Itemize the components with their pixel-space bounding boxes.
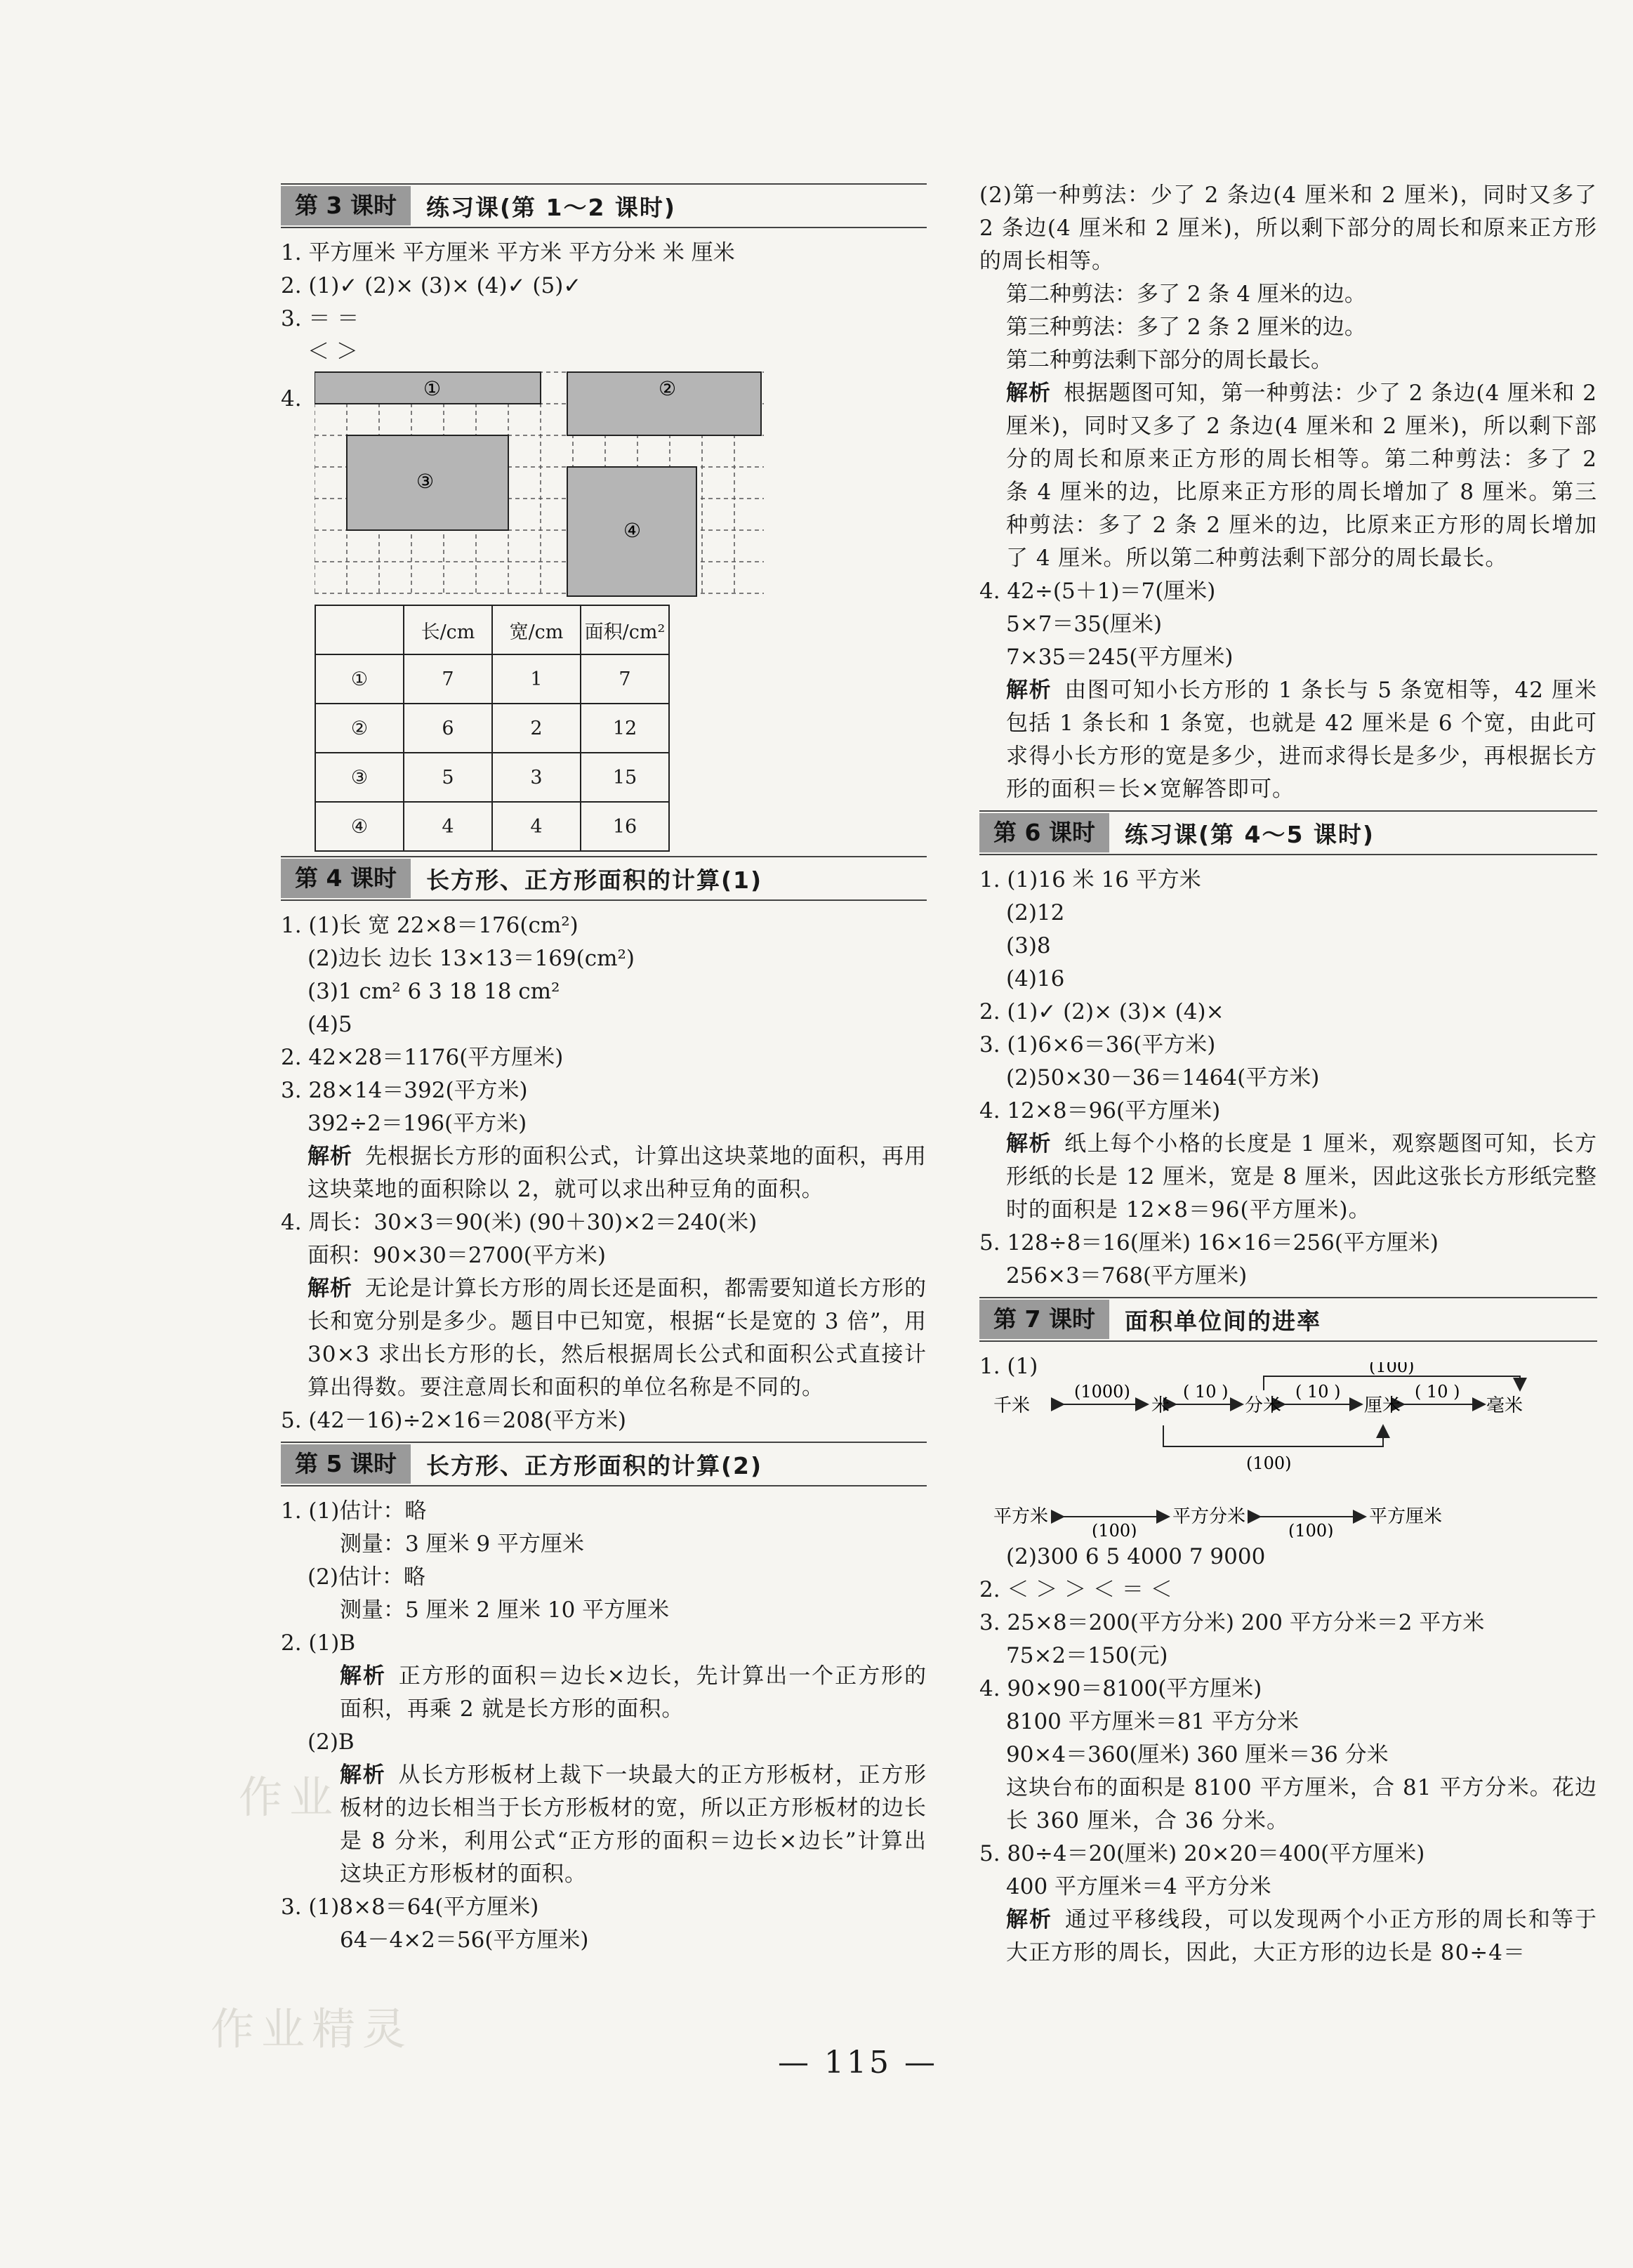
rate-label: ( 10 ) <box>1295 1382 1341 1402</box>
answer-line: 3. 28×14＝392(平方米) <box>281 1078 528 1103</box>
answer-line: 1. (1)长 宽 22×8＝176(cm²) <box>281 913 579 938</box>
answer-paragraph: 这块台布的面积是 8100 平方厘米，合 81 平方分米。花边长 360 厘米，合 36 分米。 <box>1006 1775 1597 1833</box>
table-cell: ④ <box>315 802 404 851</box>
analysis-text: 无论是计算长方形的周长还是面积，都需要知道长方形的长和宽分别是多少。题目中已知宽，根据“长是宽的 3 倍”，用 30×3 求出长方形的长，然后根据周长公式和面积公式直接计算出得数。要注意周长和面积的单位名称是不同的。 <box>308 1276 927 1400</box>
analysis-paragraph <box>979 674 1597 806</box>
table-cell: ③ <box>315 753 404 802</box>
answer-line: 3. (1)8×8＝64(平方厘米) <box>281 1894 539 1920</box>
answer-line: 3. 25×8＝200(平方分米) 200 平方分米＝2 平方米 <box>979 1610 1485 1635</box>
table-cell: 4 <box>492 802 581 851</box>
table-header: 面积/cm² <box>581 605 669 654</box>
answer-line: (3)8 <box>1006 933 1051 958</box>
rect-label: ③ <box>416 470 435 493</box>
analysis-label: 解析 <box>340 1762 386 1788</box>
answer-line: (3)1 cm² 6 3 18 18 cm² <box>308 979 560 1004</box>
rect-label: ④ <box>623 519 642 542</box>
rect-label: ① <box>423 377 442 400</box>
answer-line: 4. <box>281 386 302 411</box>
answer-line: 5. 80÷4＝20(厘米) 20×20＝400(平方厘米) <box>979 1841 1425 1866</box>
answer-line: 400 平方厘米＝4 平方分米 <box>1006 1874 1271 1899</box>
section-title: 练习课(第 1～2 课时) <box>425 193 677 221</box>
section-tag: 第 5 课时 <box>281 1444 411 1484</box>
unit-label: 千米 <box>993 1395 1031 1416</box>
table-cell: 6 <box>404 704 492 753</box>
rate-label: (100) <box>1092 1521 1137 1538</box>
answer-line: 392÷2＝196(平方米) <box>308 1111 527 1136</box>
grid-diagram <box>315 369 778 600</box>
answer-line: 4. 42÷(5＋1)＝7(厘米) <box>979 579 1216 604</box>
analysis-label: 解析 <box>1006 381 1052 406</box>
unit-conversion-diagram <box>979 1362 1583 1538</box>
section-title: 长方形、正方形面积的计算(2) <box>425 1451 763 1479</box>
table-cell: 15 <box>581 753 669 802</box>
analysis-paragraph <box>281 1759 927 1891</box>
answer-line: 4. 90×90＝8100(平方厘米) <box>979 1676 1262 1701</box>
section-tag: 第 7 课时 <box>979 1300 1109 1339</box>
analysis-label: 解析 <box>308 1276 352 1301</box>
unit-label: 分米 <box>1245 1395 1282 1416</box>
unit-label: 平方米 <box>993 1506 1049 1527</box>
analysis-label: 解析 <box>340 1663 386 1689</box>
table-header-row <box>315 605 669 654</box>
analysis-text: 纸上每个小格的长度是 1 厘米，观察题图可知，长方形纸的长是 12 厘米，宽是 8 厘米，因此这张长方形纸完整时的面积是 12×8＝96(平方厘米)。 <box>1006 1131 1598 1222</box>
section-header-6 <box>979 810 1597 855</box>
table-cell: 16 <box>581 802 669 851</box>
answer-line: (2)边长 边长 13×13＝169(cm²) <box>308 946 635 971</box>
rate-label: (100) <box>1246 1453 1292 1473</box>
table-cell: ② <box>315 704 404 753</box>
analysis-paragraph <box>979 1904 1597 1970</box>
answer-line: (2)B <box>308 1729 355 1755</box>
area-table <box>315 605 670 852</box>
analysis-paragraph <box>979 1128 1597 1227</box>
right-column <box>979 179 1597 1970</box>
analysis-label: 解析 <box>1006 1131 1052 1156</box>
unit-label: 厘米 <box>1364 1395 1401 1416</box>
answer-line: 2. (1)✓ (2)× (3)× (4)× <box>979 999 1224 1024</box>
answer-line: 2. 42×28＝1176(平方厘米) <box>281 1045 564 1070</box>
answer-line: 2. (1)B <box>281 1630 356 1656</box>
answer-line: 1. (1)估计：略 <box>281 1498 427 1524</box>
section-header-4 <box>281 856 927 901</box>
answer-line: 测量：5 厘米 2 厘米 10 平方厘米 <box>340 1597 670 1623</box>
table-row <box>315 654 669 704</box>
section-header-5 <box>281 1442 927 1486</box>
grid-figure <box>281 369 927 600</box>
table-cell: 1 <box>492 654 581 704</box>
left-column <box>281 179 927 1957</box>
answer-line: 第二种剪法剩下部分的周长最长。 <box>1006 348 1333 373</box>
analysis-text: 通过平移线段，可以发现两个小正方形的周长和等于大正方形的周长，因此，大正方形的边长是 80÷4＝ <box>1006 1907 1597 1965</box>
section-header-3 <box>281 183 927 228</box>
table-row <box>315 802 669 851</box>
unit-label: 毫米 <box>1486 1395 1523 1416</box>
answer-line: (2)估计：略 <box>308 1564 425 1590</box>
rate-label: (100) <box>1369 1362 1415 1376</box>
table-header <box>315 605 404 654</box>
answer-line: 1. (1)16 米 16 平方米 <box>979 867 1201 892</box>
table-cell: 12 <box>581 704 669 753</box>
analysis-paragraph <box>281 1660 927 1726</box>
answer-line: (2)50×30－36＝1464(平方米) <box>1006 1065 1320 1090</box>
answer-line: (2)300 6 5 4000 7 9000 <box>1006 1544 1266 1569</box>
answer-line: 5. 128÷8＝16(厘米) 16×16＝256(平方厘米) <box>979 1230 1439 1255</box>
section-tag: 第 3 课时 <box>281 186 411 225</box>
answer-line: 64－4×2＝56(平方厘米) <box>340 1927 589 1953</box>
watermark: 作业精灵 <box>211 2003 414 2055</box>
answer-line: 1. 平方厘米 平方厘米 平方米 平方分米 米 厘米 <box>281 240 735 265</box>
answer-line: 测量：3 厘米 9 平方厘米 <box>340 1531 585 1557</box>
section-tag: 第 4 课时 <box>281 859 411 898</box>
analysis-label: 解析 <box>1006 1907 1052 1932</box>
answer-line: 第二种剪法：多了 2 条 4 厘米的边。 <box>1006 282 1366 307</box>
unit-label: 平方分米 <box>1172 1506 1246 1527</box>
page-number: — 115 — <box>778 2045 938 2081</box>
analysis-text: 先根据长方形的面积公式，计算出这块菜地的面积，再用这块菜地的面积除以 2，就可以求出种豆角的面积。 <box>308 1144 927 1202</box>
table-cell: ① <box>315 654 404 704</box>
section-title: 面积单位间的进率 <box>1124 1307 1321 1335</box>
answer-line: 2. ＜ ＞ ＞ ＜ ＝ ＜ <box>979 1577 1172 1602</box>
analysis-paragraph <box>979 377 1597 575</box>
analysis-paragraph <box>281 1272 927 1404</box>
rate-label: ( 10 ) <box>1183 1382 1229 1402</box>
section-tag: 第 6 课时 <box>979 813 1109 852</box>
table-cell: 3 <box>492 753 581 802</box>
analysis-label: 解析 <box>1006 678 1052 703</box>
table-row <box>315 704 669 753</box>
answer-line: 2. (1)✓ (2)× (3)× (4)✓ (5)✓ <box>281 273 582 298</box>
unit-label: 平方厘米 <box>1369 1506 1443 1527</box>
answer-line: 4. 12×8＝96(平方厘米) <box>979 1098 1221 1123</box>
answer-line: 第三种剪法：多了 2 条 2 厘米的边。 <box>1006 315 1366 340</box>
answer-paragraph: (2)第一种剪法：少了 2 条边(4 厘米和 2 厘米)，同时又多了 2 条边(4 厘米和 2 厘米)，所以剩下部分的周长和原来正方形的周长相等。 <box>979 183 1597 274</box>
answer-line: 90×4＝360(厘米) 360 厘米＝36 分米 <box>1006 1742 1389 1767</box>
watermark-2: 作业 <box>239 1772 341 1823</box>
unit-label: 米 <box>1151 1395 1170 1416</box>
table-row <box>315 753 669 802</box>
table-header: 宽/cm <box>492 605 581 654</box>
analysis-paragraph <box>281 1140 927 1206</box>
table-cell: 7 <box>581 654 669 704</box>
answer-line: 5×7＝35(厘米) <box>1006 612 1163 637</box>
answer-line: 75×2＝150(元) <box>1006 1643 1168 1668</box>
rect-label: ② <box>659 377 677 400</box>
answer-line: (4)16 <box>1006 966 1065 991</box>
section-header-7 <box>979 1297 1597 1342</box>
answer-line: (4)5 <box>308 1012 352 1037</box>
answer-line: 3. ＝ ＝ <box>281 306 359 331</box>
rate-label: (100) <box>1288 1521 1334 1538</box>
table-cell: 2 <box>492 704 581 753</box>
analysis-text: 由图可知小长方形的 1 条长与 5 条宽相等，42 厘米包括 1 条长和 1 条宽，也就是 42 厘米是 6 个宽，由此可求得小长方形的宽是多少，进而求得长是多少，再根据长方形的面积＝长×宽解答即可。 <box>1006 678 1597 802</box>
answer-line: (2)12 <box>1006 900 1065 925</box>
answer-line: 4. 周长：30×3＝90(米) (90＋30)×2＝240(米) <box>281 1210 758 1235</box>
table-cell: 4 <box>404 802 492 851</box>
answer-line: 8100 平方厘米＝81 平方分米 <box>1006 1709 1300 1734</box>
table-header: 长/cm <box>404 605 492 654</box>
answer-line: 7×35＝245(平方厘米) <box>1006 645 1234 670</box>
answer-line: 3. (1)6×6＝36(平方米) <box>979 1032 1216 1057</box>
section-title: 长方形、正方形面积的计算(1) <box>425 866 763 894</box>
answer-line: ＜ ＞ <box>308 339 358 364</box>
answer-line: 1. (1) <box>979 1354 1038 1379</box>
analysis-text: 正方形的面积＝边长×边长，先计算出一个正方形的面积，再乘 2 就是长方形的面积。 <box>340 1663 927 1722</box>
answer-line: 256×3＝768(平方厘米) <box>1006 1263 1248 1288</box>
rate-label: (1000) <box>1074 1382 1130 1402</box>
section-title: 练习课(第 4～5 课时) <box>1124 820 1375 848</box>
answer-line: 5. (42－16)÷2×16＝208(平方米) <box>281 1408 626 1433</box>
table-cell: 5 <box>404 753 492 802</box>
answer-line: 面积：90×30＝2700(平方米) <box>308 1243 606 1268</box>
rate-label: ( 10 ) <box>1415 1382 1460 1402</box>
analysis-text: 从长方形板材上裁下一块最大的正方形板材，正方形板材的边长相当于长方形板材的宽，所以正方形板材的边长是 8 分米，利用公式“正方形的面积＝边长×边长”计算出这块正方形板材的面积。 <box>340 1762 927 1887</box>
analysis-label: 解析 <box>308 1144 352 1169</box>
analysis-text: 根据题图可知，第一种剪法：少了 2 条边(4 厘米和 2 厘米)，同时又多了 2 条边(4 厘米和 2 厘米)，所以剩下部分的周长和原来正方形的周长相等。第二种剪法：多了 2 条 4 厘米的边，比原来正方形的周长增加了 8 厘米。第三种剪法：多了 2 条 2 厘米的边，比原来正方形的周长增加了 4 厘米。所以第二种剪法剩下部分的周长最长。 <box>1006 381 1597 571</box>
table-cell: 7 <box>404 654 492 704</box>
